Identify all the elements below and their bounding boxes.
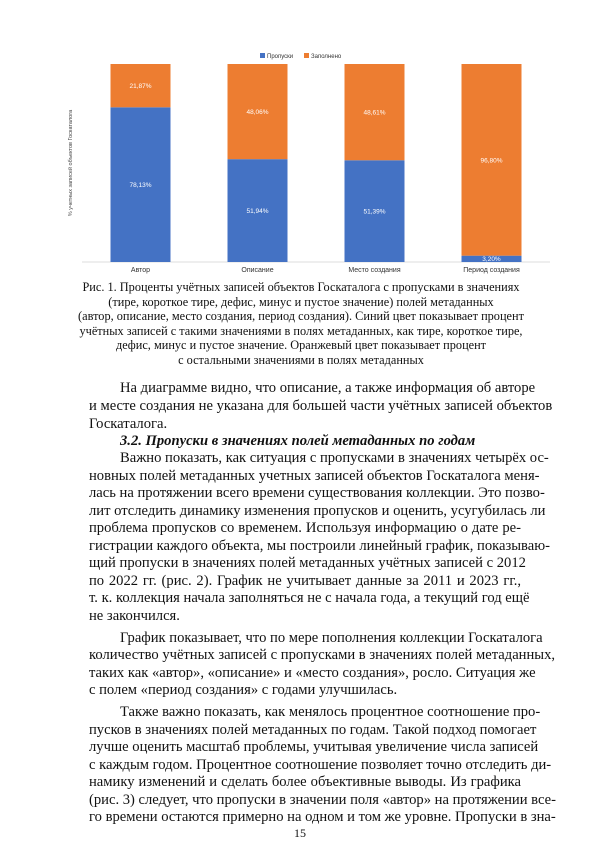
legend-label: Заполнено — [311, 54, 342, 60]
y-axis-label: % учетных записей объектов Госкаталога — [68, 109, 74, 217]
category-label: Место создания — [348, 267, 401, 274]
data-label: 21,87% — [129, 83, 152, 91]
paragraph-line: с полем «период создания» с годами улучшилась. — [89, 682, 398, 698]
paragraph-line: На диаграмме видно, что описание, а также информация об авторе — [120, 380, 536, 396]
data-label: 48,61% — [363, 109, 386, 117]
data-label: 51,39% — [363, 208, 386, 216]
caption-line: (автор, описание, место создания, период создания). Синий цвет показывает процент — [78, 309, 524, 324]
data-label: 3,20% — [482, 256, 501, 263]
figure-caption — [78, 280, 524, 368]
legend-swatch — [304, 53, 309, 58]
paragraph-line: лась на протяжении всего времени существования коллекции. Это позво- — [89, 485, 545, 501]
category-label: Период создания — [463, 267, 520, 274]
data-label: 48,06% — [246, 109, 269, 117]
paragraph-line: Также важно показать, как менялось процентное соотношение про- — [120, 704, 541, 720]
paragraph-line: го времени остаются примерно на одном и том же уровне. Пропуски в зна- — [89, 809, 556, 825]
paragraph-line: т. к. коллекция начала заполняться не с начала года, а текущий год ещё — [89, 590, 530, 606]
paragraph-line: График показывает, что по мере пополнения коллекции Госкаталога — [120, 630, 543, 646]
stacked-bar-chart — [60, 48, 560, 280]
paragraph-line: лит отследить динамику изменения пропусков и оценить, усугубилась ли — [89, 503, 546, 519]
caption-line: дефис, минус и пустое значение. Оранжевый цвет показывает процент — [115, 338, 487, 353]
paragraph-line: намику изменений и сделать более объективные выводы. Из графика — [89, 774, 521, 790]
paragraph-line: таких как «автор», «описание» и «место создания», росло. Ситуация же — [89, 665, 536, 681]
data-label: 96,80% — [480, 157, 503, 165]
paragraph-line: Важно показать, как ситуация с пропусками в значениях четырёх ос- — [120, 450, 549, 466]
paragraph-line: по 2022 гг. (рис. 2). График не учитывает данные за 2011 и 2023 гг., — [89, 573, 521, 589]
data-label: 51,94% — [246, 208, 269, 216]
paragraph-line: лучше оценить масштаб проблемы, учитывая увеличение числа записей — [89, 739, 539, 755]
paragraph-line: с каждым годом. Процентное соотношение позволяет точно отследить ди- — [89, 757, 552, 773]
caption-line: (тире, короткое тире, дефис, минус и пустое значение) полей метаданных — [108, 294, 494, 309]
category-label: Описание — [241, 267, 274, 274]
paragraph-line: щий пропуски в значениях полей метаданных учётных записей с 2012 — [89, 555, 526, 571]
paragraph-line: (рис. 3) следует, что пропуски в значении поля «автор» на протяжении все- — [89, 792, 556, 808]
caption-line: Рис. 1. Проценты учётных записей объектов Госкаталога с пропусками в значениях — [82, 280, 520, 294]
paragraph-line: новных полей метаданных учетных записей объектов Госкаталога меня- — [89, 468, 540, 484]
caption-line: с остальными значениями в полях метаданных — [178, 352, 424, 367]
caption-line: учётных записей с такими значениями в полях метаданных, как тире, короткое тире, — [79, 323, 523, 338]
paragraph-line: и месте создания не указана для большей части учётных записей объектов — [89, 398, 553, 414]
paragraph-line: пусков в значениях полей метаданных по годам. Такой подход помогает — [89, 722, 537, 738]
paragraph-line: не закончился. — [89, 608, 180, 624]
paragraph-line: проблема пропусков со временем. Используя информацию о дате ре- — [89, 520, 521, 536]
legend-swatch — [260, 53, 265, 58]
paragraph-line: Госкаталога. — [89, 416, 168, 432]
legend-label: Пропуски — [267, 54, 294, 60]
paragraph-line: гистрации каждого объекта, мы построили линейный график, показываю- — [89, 538, 550, 554]
page-number: 15 — [294, 826, 306, 840]
data-label: 78,13% — [129, 182, 152, 190]
paragraph-line: количество учётных записей с пропусками в значениях полей метаданных, — [89, 647, 556, 663]
section-heading: 3.2. Пропуски в значениях полей метаданных по годам — [120, 433, 476, 449]
category-label: Автор — [130, 267, 151, 274]
